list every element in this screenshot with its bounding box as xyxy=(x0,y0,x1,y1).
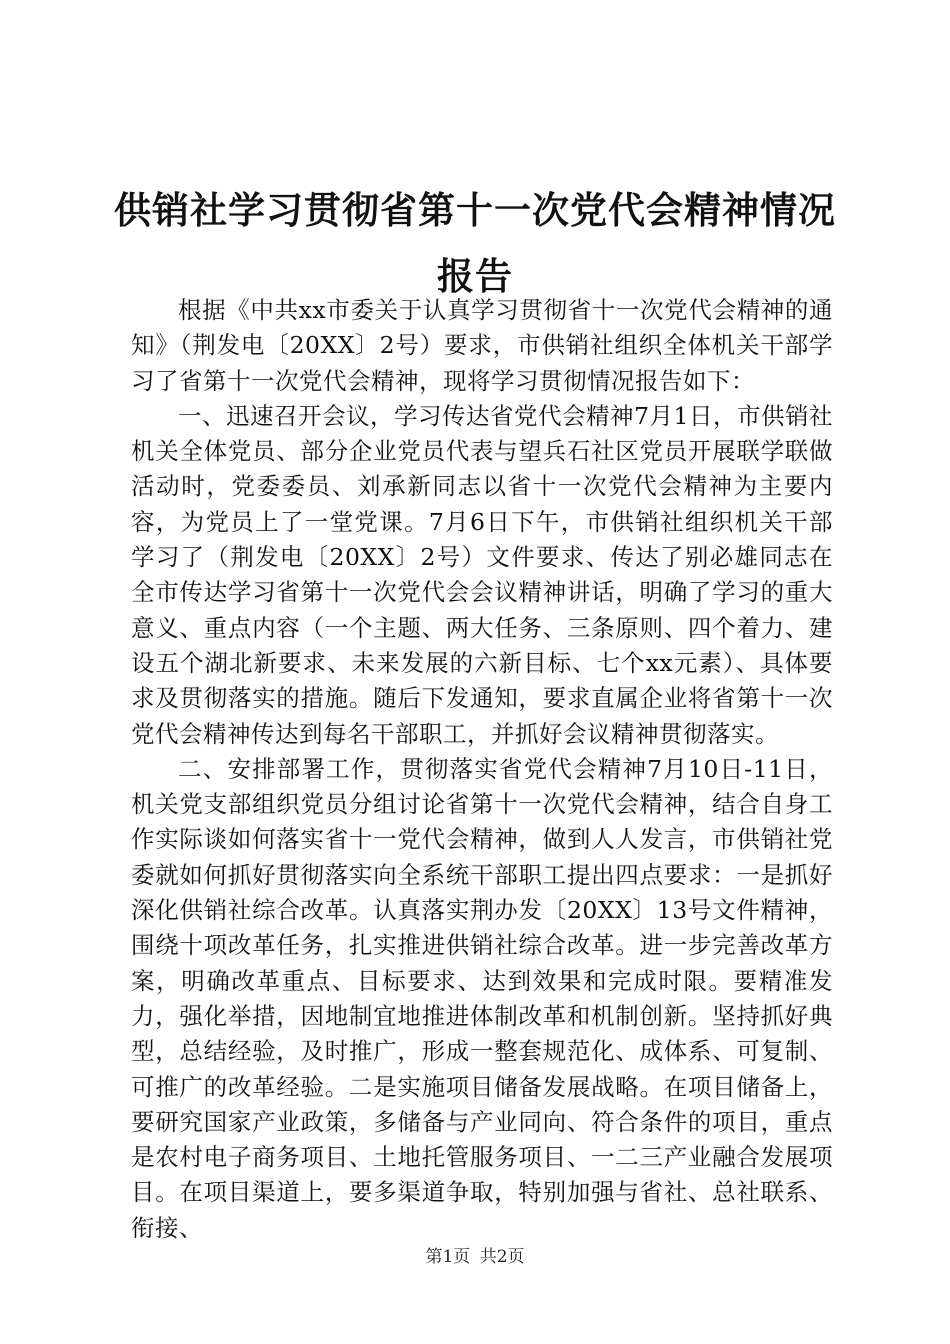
paragraph-section-1: 一、迅速召开会议，学习传达省党代会精神7月1日，市供销社机关全体党员、部分企业党员代表与望兵石社区党员开展联学联做活动时，党委委员、刘承新同志以省十一次党代会精神为主要内容，为党员上了一堂党课。7月6日下午，市供销社组织机关干部学习了（荆发电〔20XX〕2号）文件要求、传达了别必雄同志在全市传达学习省第十一次党代会会议精神讲话，明确了学习的重大意义、重点内容（一个主题、两大任务、三条原则、四个着力、建设五个湖北新要求、未来发展的六新目标、七个xx元素）、具体要求及贯彻落实的措施。随后下发通知，要求直属企业将省第十一次党代会精神传达到每名干部职工，并抓好会议精神贯彻落实。 xyxy=(131,401,833,748)
paragraph-intro: 根据《中共xx市委关于认真学习贯彻省十一次党代会精神的通知》（荆发电〔20XX〕2号）要求，市供销社组织全体机关干部学习了省第十一次党代会精神，现将学习贯彻情况报告如下： xyxy=(131,296,833,395)
paragraph-section-2: 二、安排部署工作，贯彻落实省党代会精神7月10日-11日，机关党支部组织党员分组讨论省第十一次党代会精神，结合自身工作实际谈如何落实省十一党代会精神，做到人人发言，市供销社党委就如何抓好贯彻落实向全系统干部职工提出四点要求：一是抓好深化供销社综合改革。认真落实荆办发〔20XX〕13号文件精神，围绕十项改革任务，扎实推进供销社综合改革。进一步完善改革方案，明确改革重点、目标要求、达到效果和完成时限。要精准发力，强化举措，因地制宜地推进体制改革和机制创新。坚持抓好典型，总结经验，及时推广，形成一整套规范化、成体系、可复制、可推广的改革经验。二是实施项目储备发展战略。在项目储备上，要研究国家产业政策，多储备与产业同向、符合条件的项目，重点是农村电子商务项目、土地托管服务项目、一二三产业融合发展项目。在项目渠道上，要多渠道争取，特别加强与省社、总社联系、衔接、 xyxy=(131,754,833,1242)
page-footer xyxy=(0,1242,950,1267)
document-title: 供销社学习贯彻省第十一次党代会精神情况报告 xyxy=(114,189,836,298)
page-total: 共2页 xyxy=(479,1247,525,1267)
document-body xyxy=(131,293,833,1246)
page-number: 第1页 xyxy=(425,1247,471,1267)
